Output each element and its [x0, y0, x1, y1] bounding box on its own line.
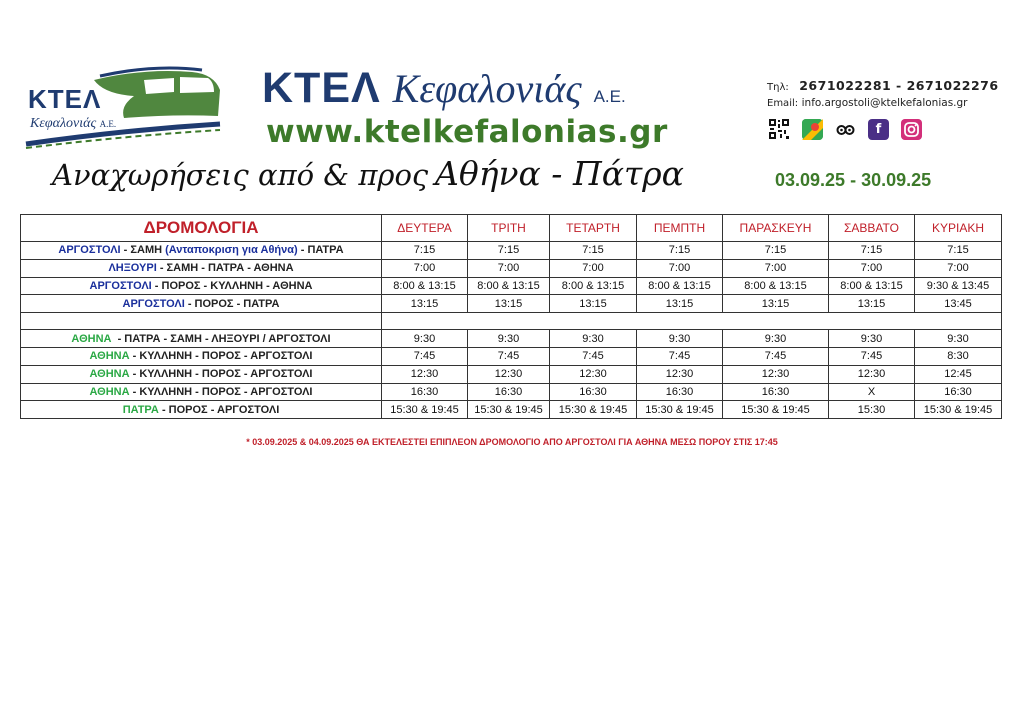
departure-time: 16:30: [550, 383, 637, 401]
table-row: [21, 295, 1002, 313]
departure-time: 16:30: [468, 383, 550, 401]
departure-time: 7:15: [637, 242, 723, 260]
route-segment: - ΠΟΡΟΣ - ΚΥΛΛΗΝΗ - ΑΘΗΝΑ: [151, 279, 313, 292]
validity-period: 03.09.25 - 30.09.25: [775, 170, 932, 190]
departure-time: 12:30: [468, 365, 550, 383]
brand-part1: ΚΤΕΛ: [262, 64, 381, 112]
departure-time: 8:00 & 13:15: [723, 277, 829, 295]
departure-time: 7:00: [723, 259, 829, 277]
route-name: [21, 295, 382, 313]
route-segment: - ΠΑΤΡΑ - ΣΑΜΗ - ΛΗΞΟΥΡΙ / ΑΡΓΟΣΤΟΛΙ: [111, 332, 331, 345]
table-row: [21, 365, 1002, 383]
route-segment: - ΚΥΛΛΗΝΗ - ΠΟΡΟΣ - ΑΡΓΟΣΤΟΛΙ: [129, 385, 313, 398]
route-segment: ΑΘΗΝΑ: [89, 385, 130, 398]
departure-time: 16:30: [637, 383, 723, 401]
route-segment: - ΣΑΜΗ - ΠΑΤΡΑ - ΑΘΗΝΑ: [156, 262, 294, 275]
route-name: [21, 401, 382, 419]
route-segment: ΑΡΓΟΣΤΟΛΙ: [89, 279, 152, 292]
day-header: ΠΕΜΠΤΗ: [637, 215, 723, 242]
departure-time: 15:30 & 19:45: [637, 401, 723, 419]
route-name: [21, 365, 382, 383]
qr-code-icon[interactable]: [768, 118, 790, 140]
instagram-icon[interactable]: [901, 119, 922, 140]
departure-time: 13:45: [915, 295, 1002, 313]
empty-cell: [723, 313, 829, 330]
google-maps-icon[interactable]: [802, 119, 823, 140]
phone-line: [767, 78, 999, 95]
departure-time: 13:15: [382, 295, 468, 313]
route-name: [21, 277, 382, 295]
destination-title: Αθήνα - Πάτρα: [435, 154, 684, 193]
facebook-icon[interactable]: f: [868, 119, 889, 140]
logo-subtitle-text: Κεφαλονιάς: [30, 116, 97, 131]
route-segment: ΑΡΓΟΣΤΟΛΙ: [122, 297, 185, 310]
departure-time: 7:00: [915, 259, 1002, 277]
departure-time: 7:45: [468, 347, 550, 365]
departure-time: 15:30 & 19:45: [915, 401, 1002, 419]
logo-suffix: Α.Ε.: [99, 119, 117, 129]
departure-time: 9:30: [382, 330, 468, 348]
table-row: [21, 330, 1002, 348]
departure-time: 12:30: [829, 365, 915, 383]
empty-cell: [637, 313, 723, 330]
route-segment: - ΠΟΡΟΣ - ΠΑΤΡΑ: [184, 297, 280, 310]
departure-time: 7:15: [550, 242, 637, 260]
table-row: [21, 242, 1002, 260]
departure-time: 13:15: [723, 295, 829, 313]
departure-time: 13:15: [829, 295, 915, 313]
social-icons: [768, 118, 922, 140]
table-header-row: [21, 215, 1002, 242]
ktel-logo: [24, 66, 224, 150]
empty-cell: [829, 313, 915, 330]
departure-time: 8:00 & 13:15: [382, 277, 468, 295]
departure-time: 15:30: [829, 401, 915, 419]
departure-time: 9:30: [637, 330, 723, 348]
brand-part3: Α.Ε.: [593, 87, 626, 106]
departure-time: 15:30 & 19:45: [382, 401, 468, 419]
phone-numbers[interactable]: 2671022281 - 2671022276: [799, 78, 999, 93]
route-segment: ΛΗΞΟΥΡΙ: [108, 262, 157, 275]
day-header: ΔΕΥΤΕΡΑ: [382, 215, 468, 242]
route-segment: (Ανταποκριση για Αθήνα): [165, 244, 298, 257]
routes-header: ΔΡΟΜΟΛΟΓΙΑ: [21, 215, 382, 242]
departure-time: 9:30: [723, 330, 829, 348]
departure-time: 7:15: [723, 242, 829, 260]
departure-time: 16:30: [723, 383, 829, 401]
route-name: [21, 259, 382, 277]
email-line: [767, 95, 999, 111]
departure-time: 7:00: [637, 259, 723, 277]
departure-time: 7:00: [468, 259, 550, 277]
table-row: [21, 259, 1002, 277]
route-segment: - ΠΑΤΡΑ: [297, 244, 344, 257]
route-segment: ΑΡΓΟΣΤΟΛΙ: [58, 244, 121, 257]
departure-time: 7:00: [829, 259, 915, 277]
departure-time: 8:30: [915, 347, 1002, 365]
footnote: * 03.09.2025 & 04.09.2025 ΘΑ ΕΚΤΕΛΕΣΤΕΙ ΕΠΙΠΛΕΟΝ ΔΡΟΜΟΛΟΓΙΟ ΑΠΟ ΑΡΓΟΣΤΟΛΙ ΓΙΑ ΑΘΗΝΑ ΜΕΣΩ ΠΟΡΟΥ ΣΤΙΣ 17:45: [246, 437, 778, 447]
contact-block: [767, 78, 999, 111]
brand-part2: Κεφαλονιάς: [392, 66, 582, 111]
empty-cell: [915, 313, 1002, 330]
route-segment: - ΣΑΜΗ: [120, 244, 166, 257]
departure-time: 8:00 & 13:15: [637, 277, 723, 295]
departure-time: 7:45: [550, 347, 637, 365]
timetable: [20, 214, 1002, 419]
spacer-row: [21, 313, 1002, 330]
day-header: ΚΥΡΙΑΚΗ: [915, 215, 1002, 242]
route-segment: ΑΘΗΝΑ: [89, 368, 130, 381]
email-label: Email:: [767, 98, 799, 109]
route-segment: ΠΑΤΡΑ: [122, 403, 159, 416]
route-segment: ΑΘΗΝΑ: [71, 332, 112, 345]
departure-time: 8:00 & 13:15: [550, 277, 637, 295]
departure-time: 7:15: [829, 242, 915, 260]
day-header: ΠΑΡΑΣΚΕΥΗ: [723, 215, 829, 242]
departure-time: 13:15: [637, 295, 723, 313]
route-name: [21, 383, 382, 401]
route-segment: - ΚΥΛΛΗΝΗ - ΠΟΡΟΣ - ΑΡΓΟΣΤΟΛΙ: [129, 368, 313, 381]
departure-time: 12:30: [723, 365, 829, 383]
route-segment: - ΚΥΛΛΗΝΗ - ΠΟΡΟΣ - ΑΡΓΟΣΤΟΛΙ: [129, 350, 313, 363]
departure-time: X: [829, 383, 915, 401]
departure-time: 7:45: [382, 347, 468, 365]
departure-time: 9:30: [550, 330, 637, 348]
departure-time: 8:00 & 13:15: [468, 277, 550, 295]
timetable-body: [21, 242, 1002, 419]
departure-time: 7:45: [637, 347, 723, 365]
day-header: ΤΡΙΤΗ: [468, 215, 550, 242]
route-segment: ΑΘΗΝΑ: [89, 350, 130, 363]
empty-cell: [468, 313, 550, 330]
table-row: [21, 277, 1002, 295]
route-name: [21, 347, 382, 365]
tripadvisor-icon[interactable]: [835, 119, 856, 140]
logo-ktel-text: ΚΤΕΛ: [28, 84, 102, 114]
departure-time: 13:15: [550, 295, 637, 313]
empty-cell: [550, 313, 637, 330]
departure-time: 7:15: [382, 242, 468, 260]
departure-time: 7:45: [829, 347, 915, 365]
departure-time: 7:00: [550, 259, 637, 277]
departure-time: 8:00 & 13:15: [829, 277, 915, 295]
empty-cell: [21, 313, 382, 330]
empty-cell: [382, 313, 468, 330]
departure-time: 15:30 & 19:45: [550, 401, 637, 419]
table-row: [21, 383, 1002, 401]
departure-time: 13:15: [468, 295, 550, 313]
departure-time: 15:30 & 19:45: [468, 401, 550, 419]
departure-time: 9:30: [829, 330, 915, 348]
departure-time: 9:30: [468, 330, 550, 348]
departure-time: 9:30: [915, 330, 1002, 348]
website-link[interactable]: www.ktelkefalonias.gr: [266, 114, 668, 150]
departure-time: 9:30 & 13:45: [915, 277, 1002, 295]
day-header: ΤΕΤΑΡΤΗ: [550, 215, 637, 242]
route-name: [21, 330, 382, 348]
route-segment: - ΠΟΡΟΣ - ΑΡΓΟΣΤΟΛΙ: [158, 403, 280, 416]
departure-time: 7:45: [723, 347, 829, 365]
departure-time: 12:30: [550, 365, 637, 383]
departure-time: 12:30: [382, 365, 468, 383]
departure-time: 16:30: [382, 383, 468, 401]
table-row: [21, 401, 1002, 419]
departure-time: 7:00: [382, 259, 468, 277]
day-header: ΣΑΒΒΑΤΟ: [829, 215, 915, 242]
departure-time: 16:30: [915, 383, 1002, 401]
departure-time: 12:45: [915, 365, 1002, 383]
departure-time: 7:15: [915, 242, 1002, 260]
table-row: [21, 347, 1002, 365]
brand-title: [262, 64, 626, 113]
route-name: [21, 242, 382, 260]
departure-time: 7:15: [468, 242, 550, 260]
email-address[interactable]: info.argostoli@ktelkefalonias.gr: [801, 97, 968, 109]
phone-label: Τηλ:: [767, 82, 789, 93]
logo-subtitle: [30, 116, 116, 132]
departure-time: 15:30 & 19:45: [723, 401, 829, 419]
page-title: Αναχωρήσεις από & προς: [52, 158, 429, 192]
departure-time: 12:30: [637, 365, 723, 383]
